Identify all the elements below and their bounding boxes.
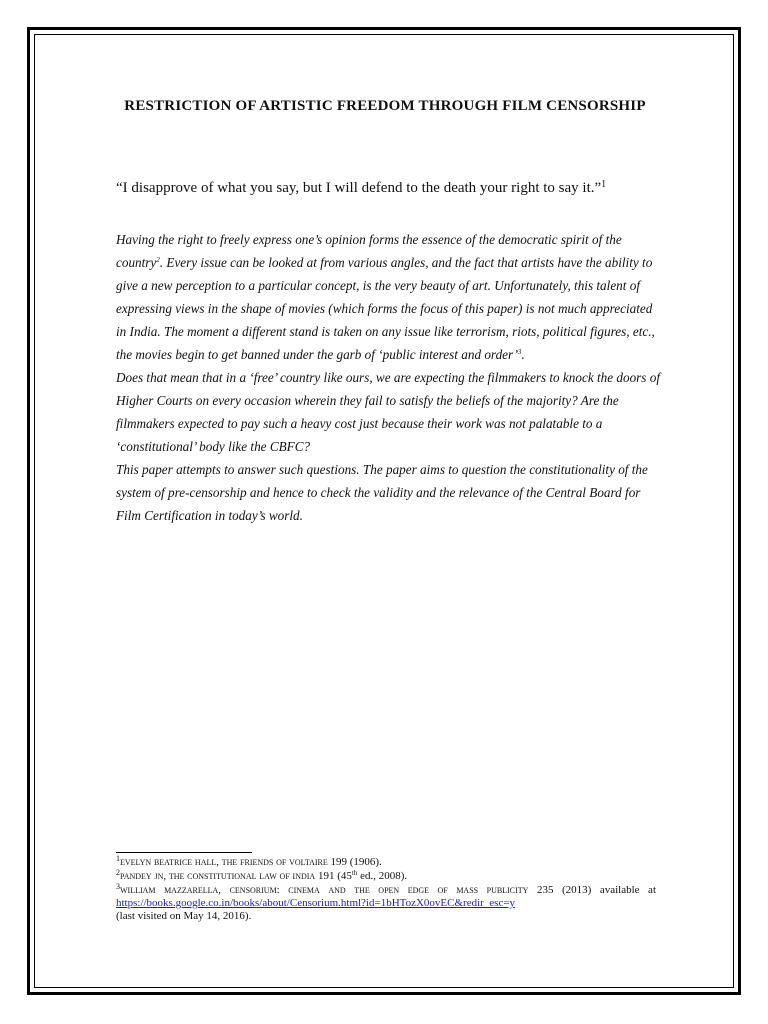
footnote-2: $^2$pandey jn, the constitutional law of india 191 (45th ed., 2008). [116,868,408,882]
page-title: RESTRICTION OF ARTISTIC FREEDOM THROUGH FILM CENSORSHIP [124,98,646,114]
paragraph-3: This paper attempts to answer such questions. The paper aims to question the constitutionality of the system of pre-censorship and hence to check the validity and the relevance of the Central Board for Film Certification in today’s world. [116,462,648,523]
footnote-1: $^1$evelyn beatrice hall, the friends of voltaire 199 (1906). [116,854,382,868]
footnote-3: $^3$william mazzarella, censorium: cinema and the open edge of mass publicity 235 (2013) available at https://books.google.co.in/books/about/Censorium.html?id=1bHTozX0ovEC&redir_esc=y (last visited on May 14, 2016). [116,882,656,922]
footnote-ref-1: 1 [601,179,607,190]
paragraph-1: Having the right to freely express one’s opinion forms the essence of the democratic spirit of the country$^2$. Every issue can be looked at from various angles, and the fact that artists have the ability to give a new perception to a particular concept, is the very beauty of art. Unfortunately, this talent of expressing views in the shape of movies (which forms the focus of this paper) is not much appreciated in India. The moment a different stand is taken on any issue like terrorism, riots, political figures, etc., the movies begin to get banned under the garb of ‘public interest and order’$^3$. [116,232,655,362]
footnotes [116,856,656,924]
epigraph-quote [116,179,676,197]
quote-text: “I disapprove of what you say, but I will defend to the death your right to say it.” [116,180,602,196]
footnote-ref-3: 3 [518,348,522,356]
footnote-separator [116,852,252,853]
body-text [116,228,661,527]
paragraph-2: Does that mean that in a ‘free’ country like ours, we are expecting the filmmakers to knock the doors of Higher Courts on every occasion wherein they fail to satisfy the beliefs of the majority? Are the filmmakers expected to pay such a heavy cost just because their work was not palatable to a ‘constitutional’ body like the CBFC? [116,370,660,454]
footnote-ref-2: 2 [156,256,160,264]
censorium-link[interactable]: https://books.google.co.in/books/about/Censorium.html?id=1bHTozX0ovEC&redir_esc=y [116,897,516,909]
